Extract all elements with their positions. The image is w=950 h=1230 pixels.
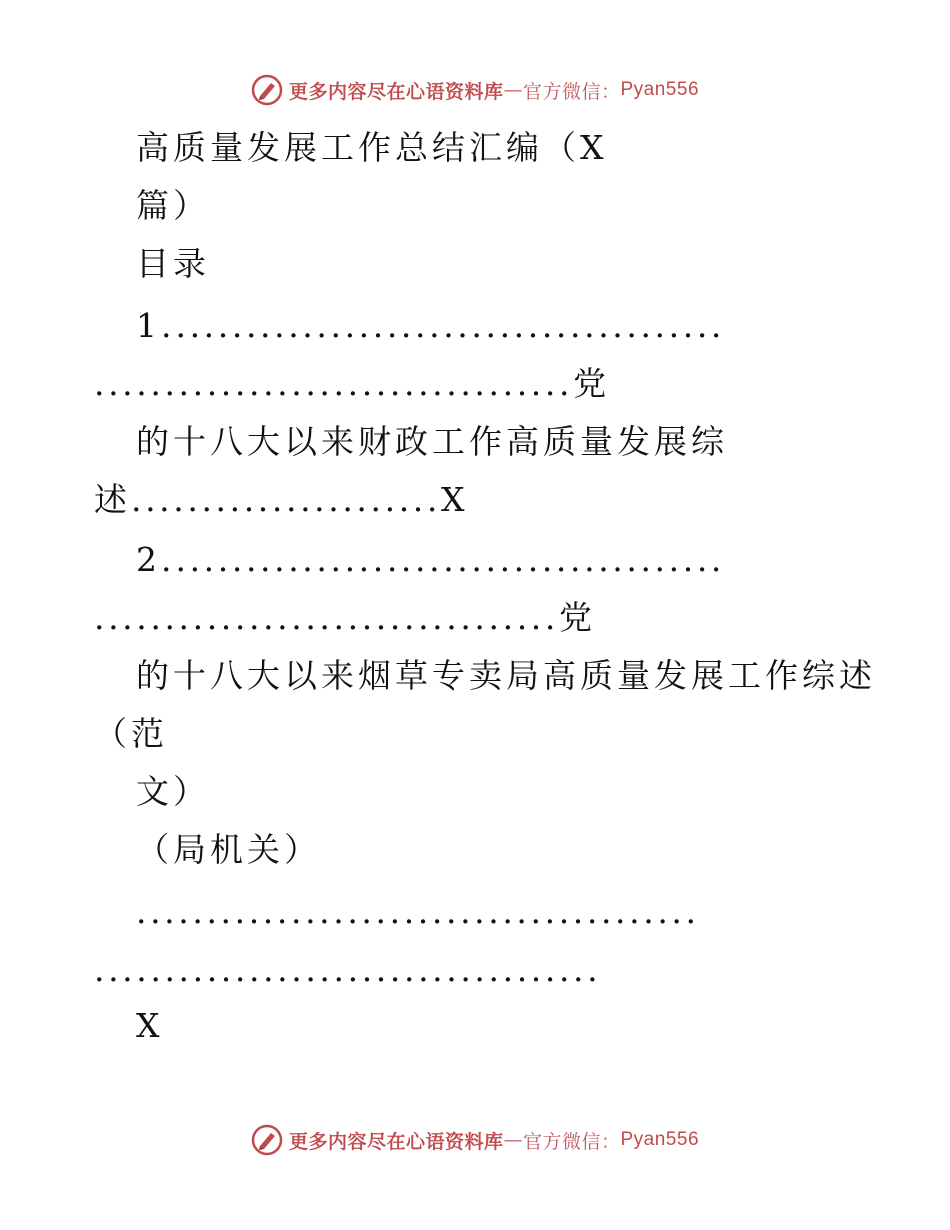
toc-item-2-dots-a: .......................................: [175, 540, 725, 579]
watermark-dash: —: [503, 1129, 523, 1151]
pen-logo-icon: [251, 1124, 283, 1156]
toc-item-2-subtitle: （局机关）: [136, 830, 321, 869]
toc-item-1-dots-c: ......................: [131, 480, 441, 519]
toc-item-1-dots-a: .......................................: [175, 306, 725, 345]
toc-item-1-title-end: 述: [94, 480, 131, 519]
toc-item-2-dots-b: .................................: [94, 598, 559, 637]
toc-item-2-paren-end: 文）: [136, 772, 210, 811]
toc-item-1-leader-cont: [94, 364, 610, 404]
toc-item-1-tail: 党: [573, 364, 611, 403]
watermark-dash: —: [503, 79, 523, 101]
toc-item-1-page: X: [440, 480, 469, 519]
toc-item-1-number: 1.: [136, 306, 176, 345]
toc-item-1-page-line: [94, 480, 468, 520]
toc-item-2-dots-d-text: ....................................: [94, 950, 602, 989]
toc-item-2-dots-c: [136, 892, 700, 932]
toc-item-2-page: X: [136, 1006, 164, 1045]
toc-item-1-dots-b: ..................................: [94, 364, 574, 403]
watermark-id: Pyan556: [620, 1129, 700, 1150]
toc-item-2-dots-d: [94, 950, 601, 990]
pen-logo-icon: [251, 74, 283, 106]
toc-item-2-paren: （范: [94, 714, 168, 753]
toc-item-1-title: 的十八大以来财政工作高质量发展综: [136, 422, 728, 461]
watermark-sub-text: 官方微信：: [522, 1130, 621, 1153]
watermark-id: Pyan556: [620, 79, 700, 100]
toc-item-2-dots-c-text: ........................................: [136, 892, 700, 931]
watermark-main-text: 更多内容尽在心语资料库: [288, 80, 504, 103]
watermark-main-text: 更多内容尽在心语资料库: [288, 1130, 504, 1153]
toc-item-2-leader-cont: [94, 598, 596, 638]
toc-item-2-leader: [136, 540, 725, 580]
document-title-line1: 高质量发展工作总结汇编（X: [136, 128, 608, 167]
toc-item-2-number: 2.: [136, 540, 176, 579]
watermark-sub-text: 官方微信：: [522, 80, 621, 103]
toc-item-2-title: 的十八大以来烟草专卖局高质量发展工作综述: [136, 656, 876, 695]
toc-heading: 目录: [136, 244, 210, 283]
toc-item-1-leader: [136, 306, 725, 346]
footer-watermark: [0, 1120, 950, 1160]
document-title-line2: 篇）: [136, 186, 210, 225]
toc-item-2-tail: 党: [558, 598, 596, 637]
header-watermark: [0, 70, 950, 110]
